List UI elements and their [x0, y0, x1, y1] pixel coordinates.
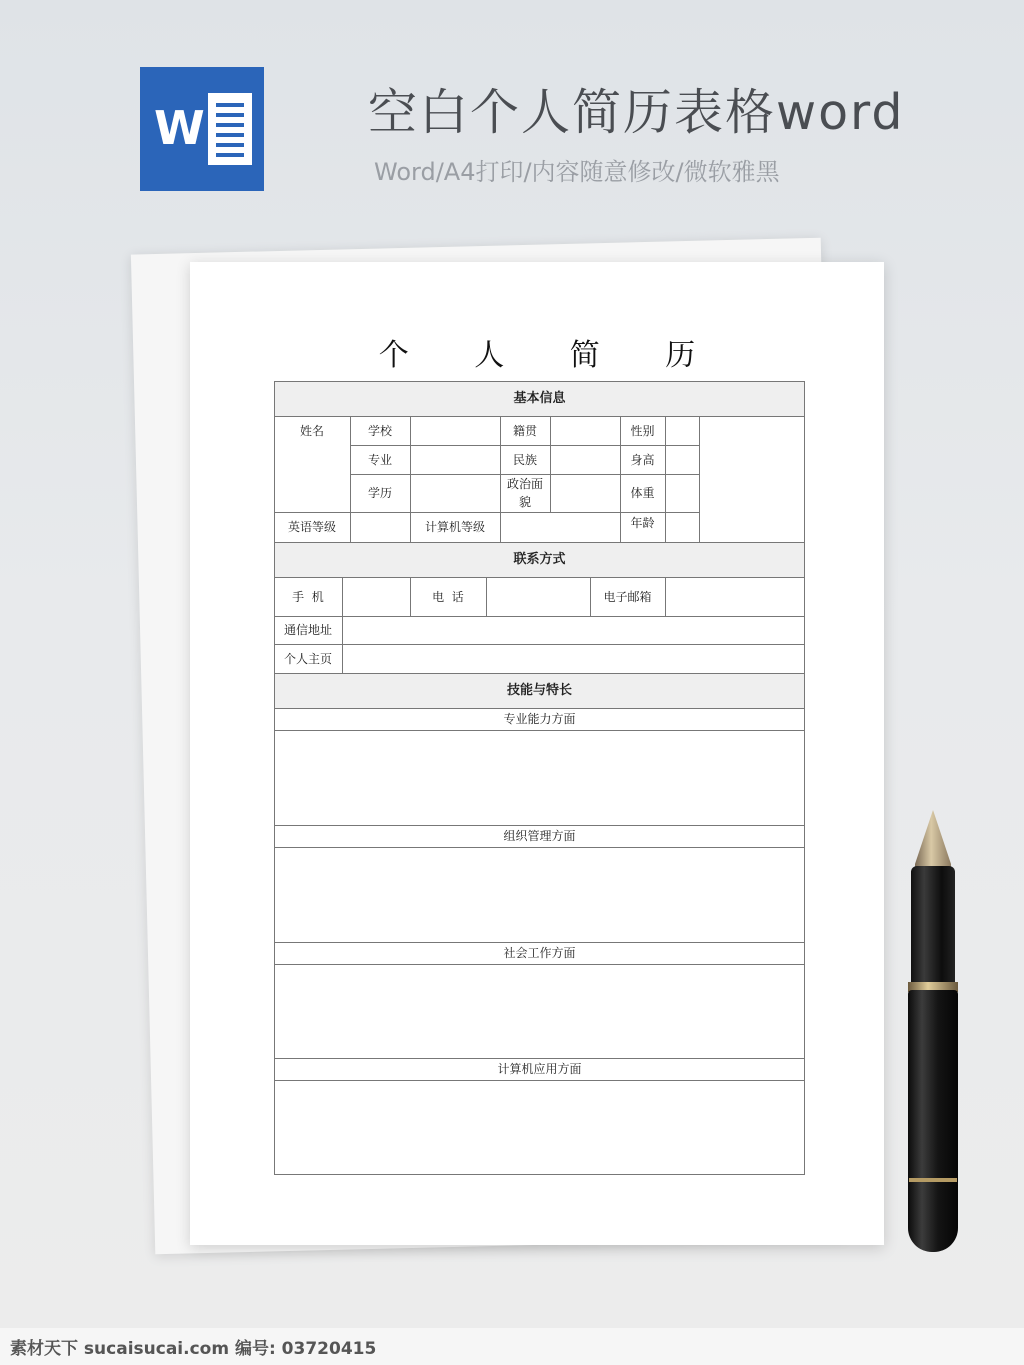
word-letter: W: [154, 101, 205, 155]
section-title-contact: 联系方式: [513, 551, 566, 567]
document-page-icon: [208, 93, 252, 165]
word-app-icon: [140, 67, 264, 191]
pen-nib: [915, 810, 951, 870]
label-age: 年龄: [630, 516, 655, 530]
label-name: 姓名: [299, 423, 324, 438]
pen-band: [909, 1178, 957, 1182]
label-ethnicity: 民族: [512, 452, 537, 467]
section-title-skills: 技能与特长: [506, 682, 572, 698]
pen-grip: [911, 866, 955, 986]
label-social-work: 社会工作方面: [503, 946, 576, 960]
resume-title: 个 人 简 历: [378, 338, 724, 373]
section-title-basic-info: 基本信息: [513, 390, 566, 406]
label-homepage: 个人主页: [283, 651, 332, 666]
banner-title: 空白个人简历表格word: [368, 84, 905, 141]
label-native-place: 籍贯: [512, 423, 537, 438]
label-weight: 体重: [630, 486, 655, 500]
watermark-text: 素材天下 sucaisucai.com 编号: 03720415: [10, 1339, 377, 1359]
label-computer-application: 计算机应用方面: [497, 1062, 582, 1076]
label-professional-ability: 专业能力方面: [503, 712, 576, 726]
label-gender: 性别: [630, 423, 655, 438]
label-organization-management: 组织管理方面: [503, 829, 576, 843]
label-email: 电子邮箱: [603, 589, 652, 604]
label-phone: 电 话: [432, 589, 464, 604]
label-height: 身高: [630, 452, 655, 467]
label-education: 学历: [367, 486, 392, 500]
label-political-status: 政治面貌: [506, 477, 543, 509]
label-mobile: 手 机: [292, 589, 324, 604]
label-school: 学校: [367, 423, 392, 438]
pen-barrel: [908, 990, 958, 1252]
label-address: 通信地址: [283, 623, 332, 637]
label-english-level: 英语等级: [287, 520, 336, 534]
label-computer-level: 计算机等级: [424, 520, 485, 534]
label-major: 专业: [367, 452, 392, 467]
banner-subtitle: Word/A4打印/内容随意修改/微软雅黑: [374, 158, 780, 186]
